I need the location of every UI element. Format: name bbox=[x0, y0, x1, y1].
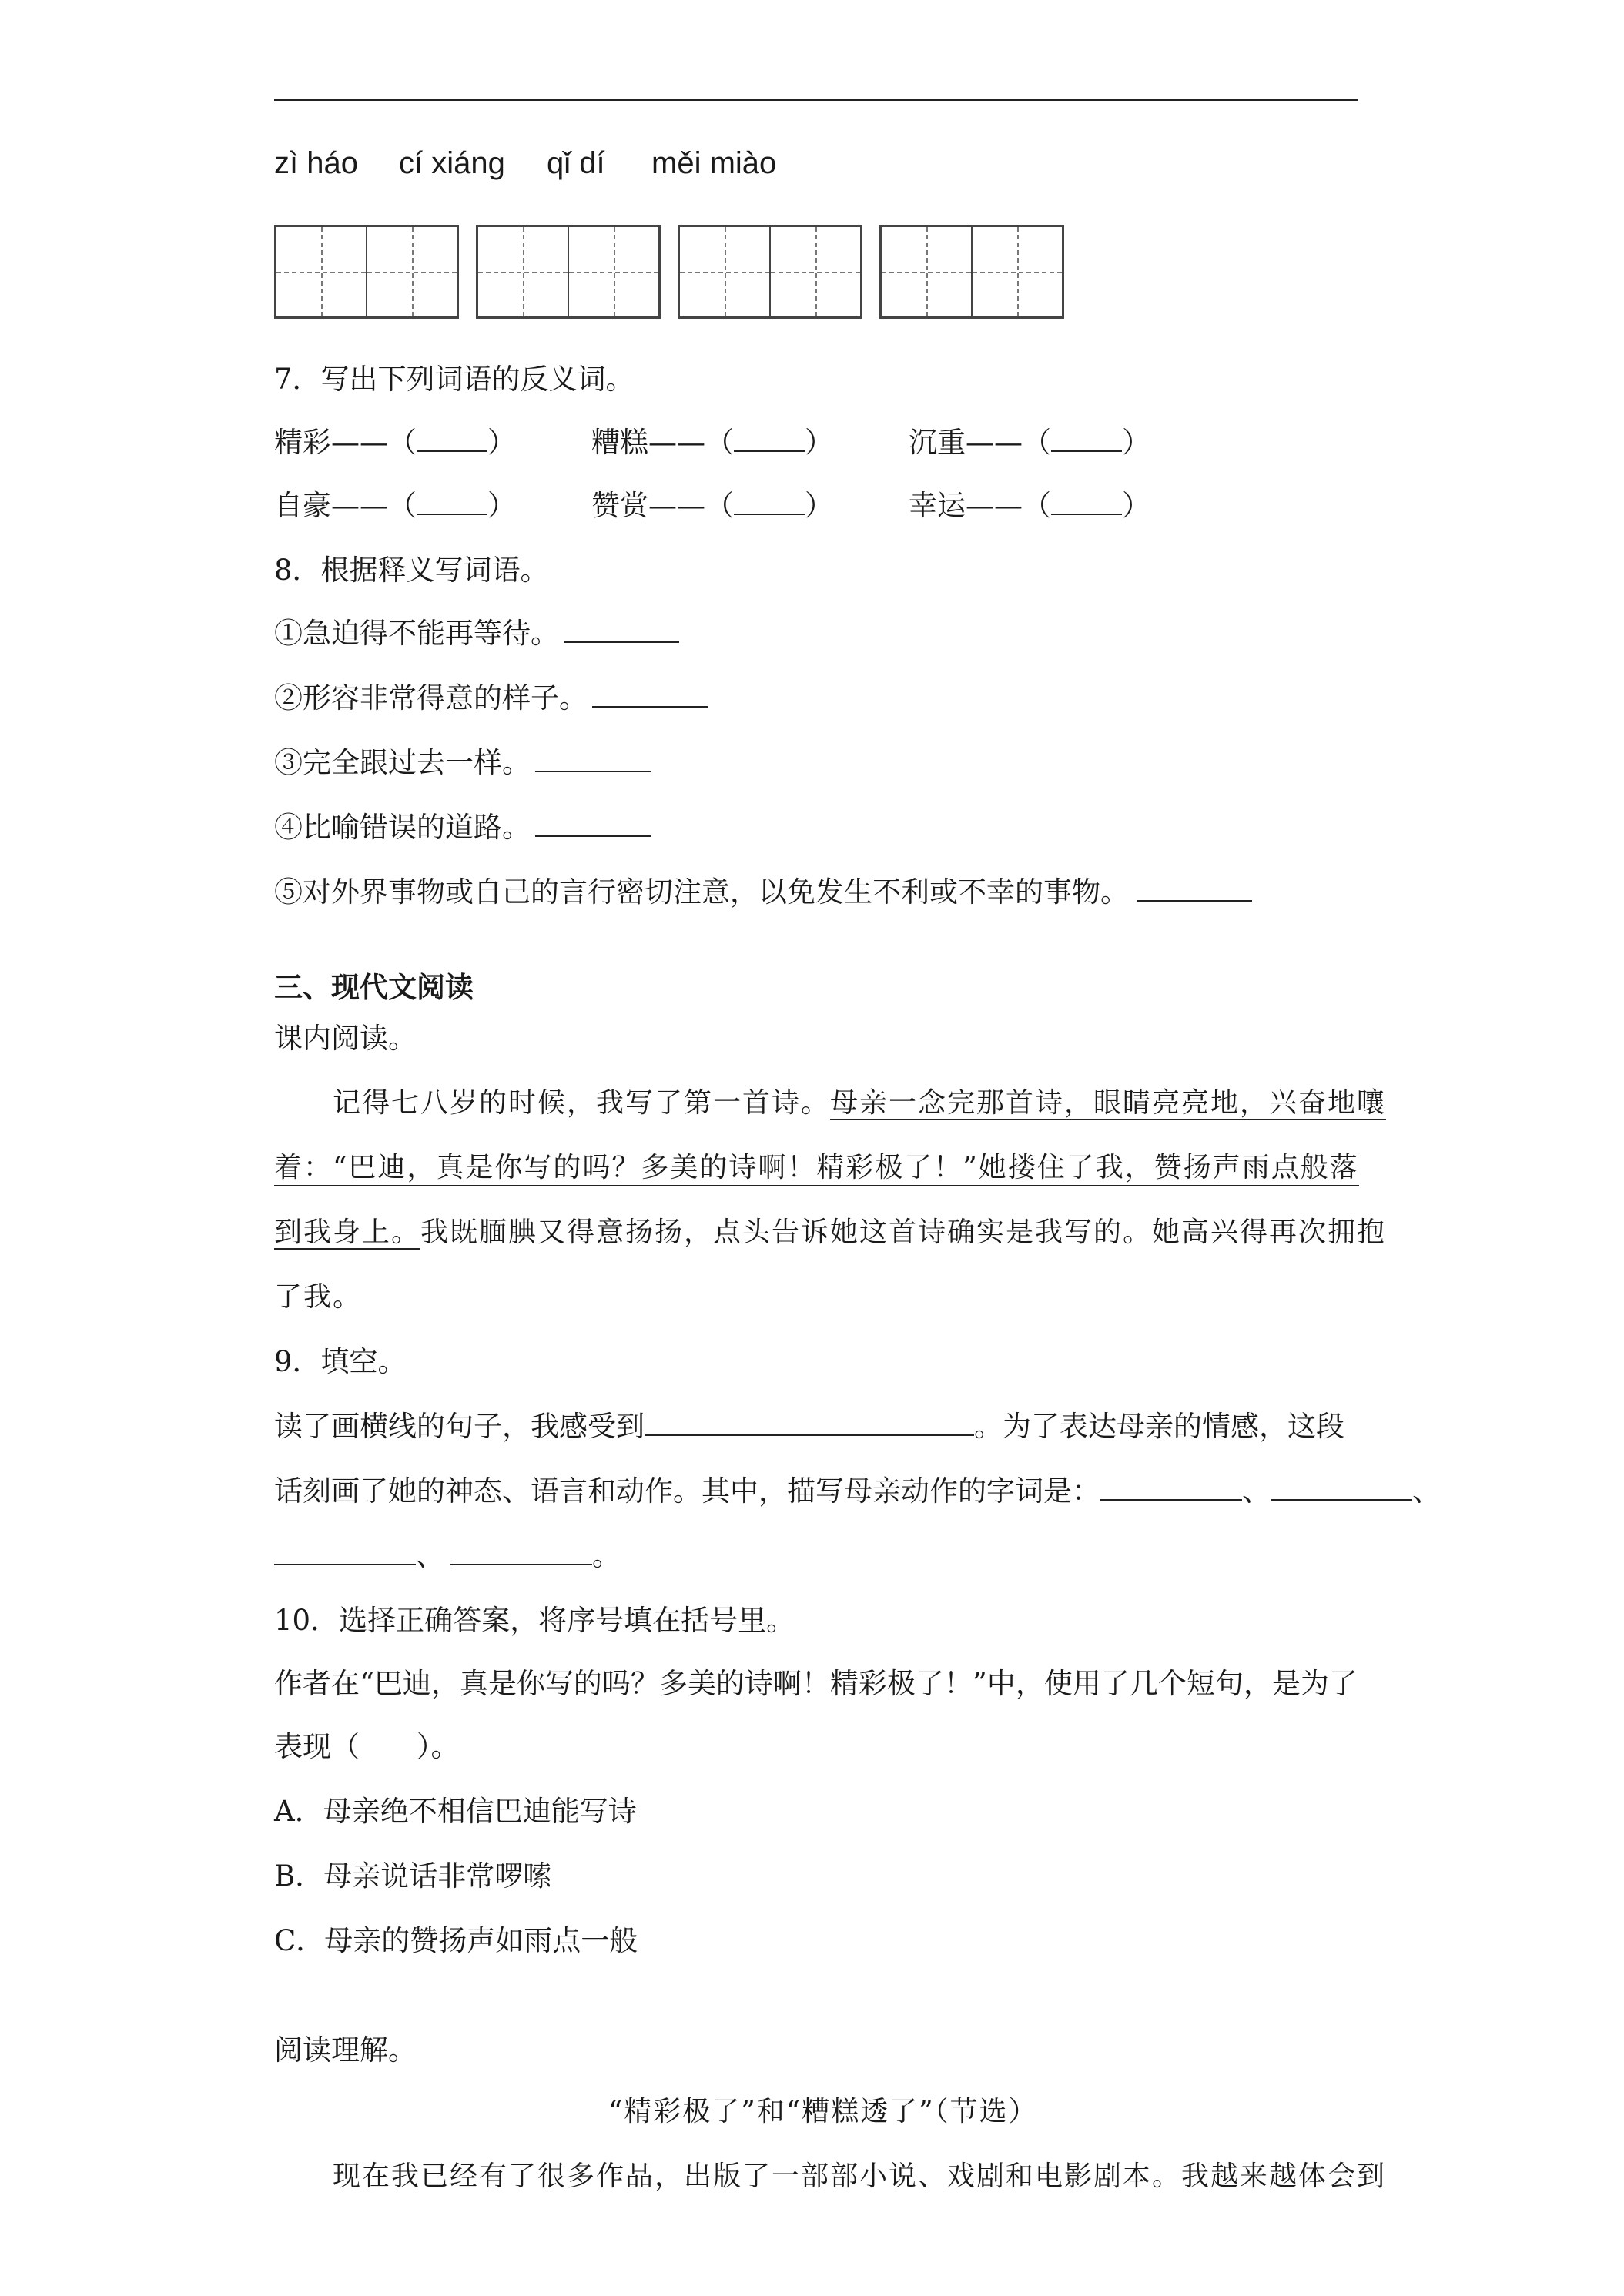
q8-item-2: ②形容非常得意的样子。 bbox=[274, 674, 708, 716]
q7-item-1: 精彩——（ ） bbox=[274, 426, 516, 459]
q7-item-6: 幸运——（ ） bbox=[909, 489, 1150, 522]
q8-item-3: ③完全跟过去一样。 bbox=[274, 739, 651, 781]
answer-blank[interactable] bbox=[535, 812, 651, 837]
header-rule bbox=[274, 99, 1358, 101]
q10-option-c[interactable]: C．母亲的赞扬声如雨点一般 bbox=[274, 1924, 638, 1957]
pinyin-4: měi miào bbox=[651, 146, 777, 180]
q7-item-2: 糟糕——（ ） bbox=[591, 426, 833, 459]
writing-grid-4[interactable] bbox=[879, 225, 1064, 319]
passage-line-2: 着：“巴迪，真是你写的吗？多美的诗啊！精彩极了！”她搂住了我，赞扬声雨点般落 bbox=[274, 1146, 1359, 1186]
section-subheading: 课内阅读。 bbox=[274, 1022, 417, 1055]
answer-blank[interactable] bbox=[1271, 1476, 1412, 1501]
answer-blank[interactable] bbox=[734, 490, 805, 515]
answer-blank[interactable] bbox=[1100, 1476, 1242, 1501]
q8-item-5: ⑤对外界事物或自己的言行密切注意，以免发生不利或不幸的事物。 bbox=[274, 869, 1252, 910]
section-heading: 三、现代文阅读 bbox=[274, 970, 474, 1004]
q9-line-3: 、 。 bbox=[274, 1532, 621, 1574]
pinyin-3: qǐ dí bbox=[547, 146, 605, 180]
q8-title: 8．根据释义写词语。 bbox=[274, 554, 549, 587]
pinyin-2: cí xiáng bbox=[399, 146, 505, 180]
q8-item-1: ①急迫得不能再等待。 bbox=[274, 610, 679, 651]
answer-blank[interactable] bbox=[1051, 427, 1122, 452]
reading-label: 阅读理解。 bbox=[274, 2033, 417, 2067]
answer-blank[interactable] bbox=[1137, 877, 1252, 902]
q8-item-4: ④比喻错误的道路。 bbox=[274, 804, 651, 845]
q7-item-4: 自豪——（ ） bbox=[274, 489, 516, 522]
answer-blank[interactable] bbox=[645, 1411, 974, 1436]
answer-blank[interactable] bbox=[1051, 490, 1122, 515]
q10-title: 10．选择正确答案，将序号填在括号里。 bbox=[274, 1604, 795, 1637]
q7-item-3: 沉重——（ ） bbox=[909, 426, 1150, 459]
q10-option-b[interactable]: B．母亲说话非常啰嗦 bbox=[274, 1859, 552, 1893]
writing-grid-2[interactable] bbox=[476, 225, 661, 319]
answer-blank[interactable] bbox=[450, 1541, 592, 1565]
q10-stem-2: 表现（ ）。 bbox=[274, 1730, 460, 1763]
answer-blank[interactable] bbox=[734, 427, 805, 452]
passage-line-3: 到我身上。我既腼腆又得意扬扬，点头告诉她这首诗确实是我写的。她高兴得再次拥抱 bbox=[274, 1217, 1387, 1248]
pinyin-1: zì háo bbox=[274, 146, 358, 180]
answer-blank[interactable] bbox=[564, 618, 679, 643]
q7-title: 7．写出下列词语的反义词。 bbox=[274, 363, 635, 396]
passage2-line-1: 现在我已经有了很多作品，出版了一部部小说、戏剧和电影剧本。我越来越体会到 bbox=[333, 2160, 1387, 2192]
q10-option-a[interactable]: A．母亲绝不相信巴迪能写诗 bbox=[274, 1795, 637, 1828]
answer-blank[interactable] bbox=[592, 683, 708, 708]
answer-blank[interactable] bbox=[417, 490, 487, 515]
passage-title: “精彩极了”和“糟糕透了”（节选） bbox=[608, 2096, 1038, 2127]
writing-grid-1[interactable] bbox=[274, 225, 459, 319]
passage-line-4: 了我。 bbox=[274, 1281, 363, 1313]
q9-line-2: 话刻画了她的神态、语言和动作。其中，描写母亲动作的字词是： 、 、 bbox=[274, 1474, 1441, 1508]
q9-title: 9．填空。 bbox=[274, 1345, 407, 1378]
writing-grid-3[interactable] bbox=[678, 225, 862, 319]
answer-blank[interactable] bbox=[417, 427, 487, 452]
q10-stem-1: 作者在“巴迪，真是你写的吗？多美的诗啊！精彩极了！”中，使用了几个短句，是为了 bbox=[274, 1667, 1358, 1700]
answer-blank[interactable] bbox=[274, 1541, 416, 1565]
q9-line-1: 读了画横线的句子，我感受到 。为了表达母亲的情感，这段 bbox=[274, 1410, 1344, 1443]
answer-blank[interactable] bbox=[535, 748, 651, 772]
passage-line-1: 记得七八岁的时候，我写了第一首诗。母亲一念完那首诗，眼睛亮亮地，兴奋地嚷 bbox=[333, 1087, 1387, 1119]
q7-item-5: 赞赏——（ ） bbox=[591, 489, 833, 522]
